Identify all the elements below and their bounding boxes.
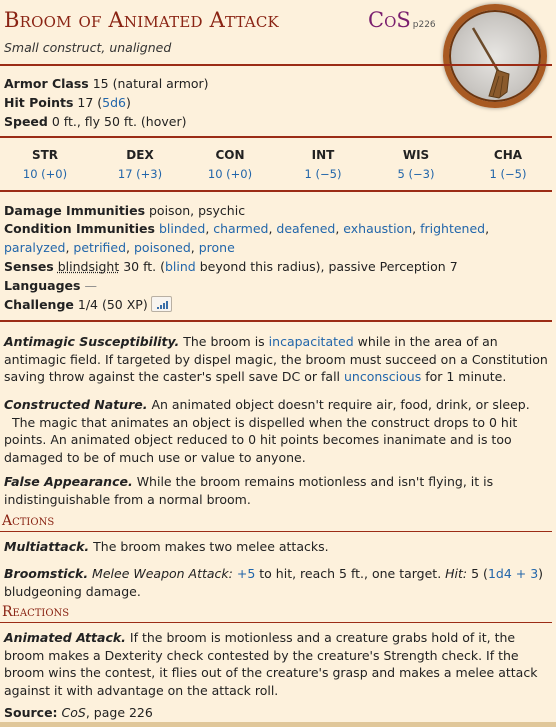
ability-dex: DEX 17 (+3) bbox=[100, 148, 180, 181]
attack-bonus-roll[interactable]: +5 bbox=[236, 566, 256, 581]
trait-false-appearance: False Appearance. While the broom remains motionless and isn't flying, it is indistinguishable from a normal broom. bbox=[4, 474, 494, 507]
divider bbox=[0, 136, 552, 138]
divider bbox=[0, 320, 552, 322]
broom-icon bbox=[449, 10, 541, 102]
speed-row bbox=[4, 114, 186, 129]
hit-points-row: Hit Points 17 (5d6) bbox=[4, 95, 131, 110]
divider bbox=[0, 190, 552, 192]
ability-roll[interactable]: 10 (+0) bbox=[22, 167, 68, 181]
blind-link[interactable]: blind bbox=[165, 259, 196, 274]
hit-points-value: 17 bbox=[77, 95, 94, 110]
speed-label: Speed bbox=[4, 114, 48, 129]
unconscious-link[interactable]: unconscious bbox=[343, 369, 422, 384]
trait-antimagic: Antimagic Susceptibility. The broom is incapacitated while in the area of an antimagic field. If targeted by dispel magic, the broom must succeed on a Constitution saving throw against the caster's spell save DC or fall unconscious for 1 minute. bbox=[4, 334, 548, 384]
incapacitated-link[interactable]: incapacitated bbox=[268, 334, 354, 349]
condition-link[interactable]: charmed bbox=[213, 221, 269, 236]
ability-roll[interactable]: 10 (+0) bbox=[207, 167, 253, 181]
condition-link[interactable]: paralyzed bbox=[4, 239, 66, 255]
speed-value: 0 ft., fly 50 ft. (hover) bbox=[51, 114, 187, 129]
senses-row: Senses blindsight 30 ft. (blind beyond this radius), passive Perception 7 bbox=[4, 259, 458, 274]
condition-link[interactable]: blinded bbox=[158, 221, 206, 236]
ability-roll[interactable]: 17 (+3) bbox=[117, 167, 163, 181]
armor-class-label: Armor Class bbox=[4, 76, 89, 91]
divider bbox=[0, 64, 552, 66]
source-footer: Source: CoS, page 226 bbox=[4, 705, 153, 720]
ability-roll[interactable]: 5 (−3) bbox=[397, 167, 435, 181]
creature-name: Broom of Animated Attack bbox=[4, 8, 279, 32]
creature-subtitle: Small construct, unaligned bbox=[4, 40, 172, 55]
source-page: p226 bbox=[412, 20, 436, 30]
source-badge[interactable] bbox=[368, 8, 436, 32]
divider bbox=[0, 531, 552, 532]
actions-heading: Actions bbox=[2, 513, 55, 529]
bottom-border bbox=[0, 722, 556, 727]
damage-roll[interactable]: 1d4 + 3 bbox=[487, 566, 539, 581]
cr-chart-icon[interactable] bbox=[151, 296, 172, 312]
languages-row: Languages — bbox=[4, 278, 97, 293]
ability-roll[interactable]: 1 (−5) bbox=[489, 167, 527, 181]
ability-wis: WIS 5 (−3) bbox=[376, 148, 456, 181]
ability-int: INT 1 (−5) bbox=[283, 148, 363, 181]
condition-link[interactable]: exhaustion bbox=[343, 221, 413, 236]
armor-class-row bbox=[4, 76, 209, 91]
condition-link[interactable]: poisoned bbox=[134, 239, 191, 255]
divider bbox=[0, 622, 552, 623]
broom-portrait-icon[interactable] bbox=[443, 4, 547, 108]
ability-cha: CHA 1 (−5) bbox=[468, 148, 548, 181]
condition-link[interactable]: frightened bbox=[420, 221, 486, 236]
condition-link[interactable]: petrified bbox=[73, 239, 127, 255]
condition-link[interactable]: deafened bbox=[276, 221, 336, 236]
reaction-animated-attack: Animated Attack. If the broom is motionless and a creature grabs hold of it, the broom makes a Dexterity check contested by the creature's Strength check. If the broom wins the contest, it flies out of the creature's grasp and makes a melee attack against it with advantage on the attack roll. bbox=[4, 630, 538, 698]
condition-immunities-row: Condition Immunities blinded, charmed, deafened, exhaustion, frightened, paralyzed, petrified, poisoned, prone bbox=[4, 221, 490, 255]
hit-points-label: Hit Points bbox=[4, 95, 74, 110]
reactions-heading: Reactions bbox=[2, 604, 70, 620]
source-abbr[interactable]: CoS bbox=[368, 8, 411, 32]
ability-roll[interactable]: 1 (−5) bbox=[304, 167, 342, 181]
condition-link[interactable]: prone bbox=[198, 239, 235, 255]
ability-con: CON 10 (+0) bbox=[190, 148, 270, 181]
hit-dice-roll[interactable]: 5d6 bbox=[102, 95, 127, 110]
action-multiattack: Multiattack. The broom makes two melee attacks. bbox=[4, 539, 329, 554]
challenge-row: Challenge 1/4 (50 XP) bbox=[4, 296, 172, 312]
trait-constructed-nature: Constructed Nature. An animated object doesn't require air, food, drink, or sleep. The magic that animates an object is dispelled when the construct drops to 0 hit points. An animated object reduced to 0 hit points becomes inanimate and is too damaged to be of much use or value to anyone. bbox=[4, 397, 530, 465]
ability-str: STR 10 (+0) bbox=[5, 148, 85, 181]
action-broomstick: Broomstick. Melee Weapon Attack: +5 to hit, reach 5 ft., one target. Hit: 5 (1d4 + 3) bludgeoning damage. bbox=[4, 566, 544, 599]
damage-immunities-row: Damage Immunities poison, psychic bbox=[4, 203, 246, 218]
source-book[interactable]: CoS bbox=[61, 705, 86, 720]
armor-class-value: 15 (natural armor) bbox=[92, 76, 209, 91]
blindsight-term[interactable]: blindsight bbox=[57, 259, 120, 274]
